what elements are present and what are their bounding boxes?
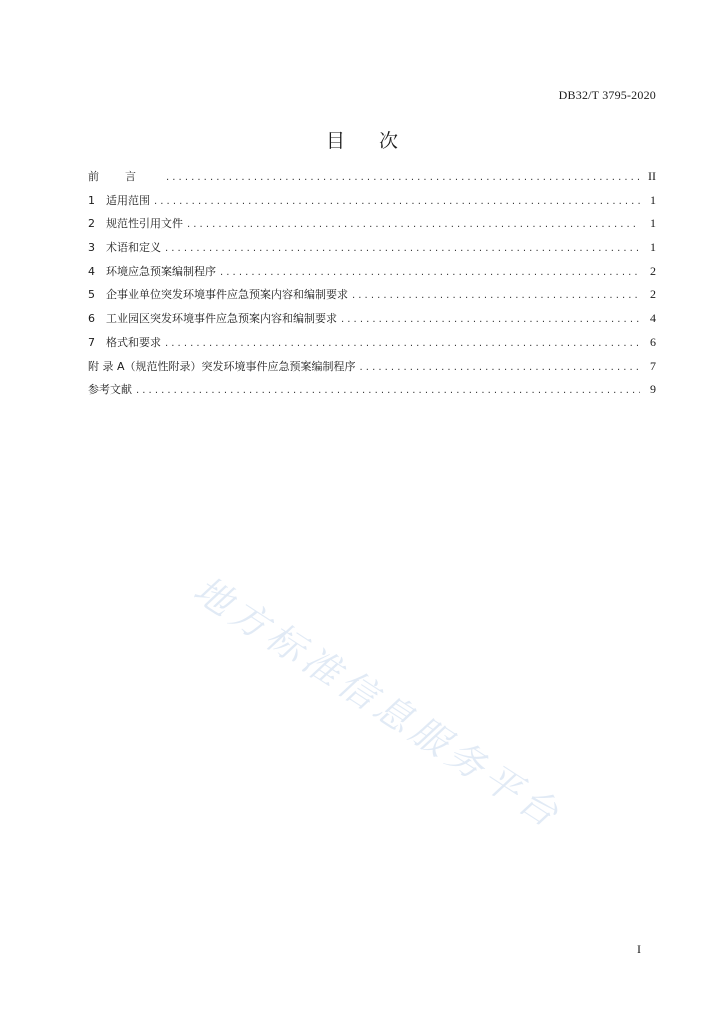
toc-leader-dots bbox=[341, 314, 640, 325]
toc-leader-dots bbox=[360, 362, 640, 373]
toc-entry-number: 4 bbox=[88, 264, 95, 278]
toc-entry-text: 参考文献 bbox=[88, 383, 132, 397]
toc-leader-dots bbox=[165, 338, 640, 349]
watermark: 地方标准信息服务平台 bbox=[186, 567, 571, 839]
toc-entry-foreword[interactable] bbox=[88, 168, 656, 192]
toc-entry-scope[interactable] bbox=[88, 192, 656, 216]
toc-title: 目次 bbox=[325, 130, 432, 152]
toc-entry-page: 9 bbox=[650, 382, 656, 397]
toc-entry-number: 1 bbox=[88, 193, 95, 207]
toc-entry-text: 环境应急预案编制程序 bbox=[106, 264, 216, 278]
toc-leader-dots bbox=[187, 219, 640, 230]
toc-entry-page: 4 bbox=[650, 311, 656, 326]
toc-leader-dots bbox=[166, 172, 640, 183]
toc-entry-page: 1 bbox=[650, 240, 656, 255]
table-of-contents bbox=[88, 168, 656, 405]
toc-entry-text: 格式和要求 bbox=[106, 335, 161, 349]
toc-entry-number: 7 bbox=[88, 335, 95, 349]
toc-entry-number: 3 bbox=[88, 241, 95, 255]
toc-entry-page: 1 bbox=[650, 192, 656, 207]
toc-entry-text: 规范性引用文件 bbox=[106, 217, 183, 231]
toc-entry-text: 企事业单位突发环境事件应急预案内容和编制要求 bbox=[106, 288, 348, 302]
page-number: I bbox=[637, 942, 641, 956]
toc-entry-industrial-park-plan[interactable] bbox=[88, 310, 656, 334]
toc-entry-page: II bbox=[648, 169, 656, 183]
toc-leader-dots bbox=[165, 243, 640, 254]
toc-leader-dots bbox=[136, 385, 640, 396]
toc-entry-page: 6 bbox=[650, 334, 656, 349]
toc-entry-text: 适用范围 bbox=[106, 193, 150, 207]
toc-leader-dots bbox=[154, 196, 640, 207]
toc-entry-number: 2 bbox=[88, 217, 95, 231]
toc-entry-text: 附 录 A（规范性附录）突发环境事件应急预案编制程序 bbox=[88, 359, 356, 373]
toc-entry-bibliography[interactable] bbox=[88, 381, 656, 405]
toc-entry-terms[interactable] bbox=[88, 239, 656, 263]
toc-entry-text: 前言 bbox=[88, 170, 162, 183]
toc-entry-appendix-a[interactable] bbox=[88, 358, 656, 382]
toc-entry-text: 术语和定义 bbox=[106, 241, 161, 255]
document-code: DB32/T 3795-2020 bbox=[558, 88, 656, 102]
toc-entry-procedure[interactable] bbox=[88, 263, 656, 287]
toc-entry-page: 2 bbox=[650, 263, 656, 278]
toc-entry-number: 6 bbox=[88, 312, 95, 326]
toc-entry-enterprise-plan[interactable] bbox=[88, 286, 656, 310]
toc-entry-text: 工业园区突发环境事件应急预案内容和编制要求 bbox=[106, 312, 337, 326]
toc-entry-number: 5 bbox=[88, 288, 95, 302]
toc-leader-dots bbox=[352, 290, 640, 301]
toc-entry-page: 2 bbox=[650, 287, 656, 302]
toc-entry-page: 7 bbox=[650, 358, 656, 373]
toc-entry-format[interactable] bbox=[88, 334, 656, 358]
toc-entry-normative-references[interactable] bbox=[88, 215, 656, 239]
toc-leader-dots bbox=[220, 267, 640, 278]
toc-entry-page: 1 bbox=[650, 216, 656, 231]
